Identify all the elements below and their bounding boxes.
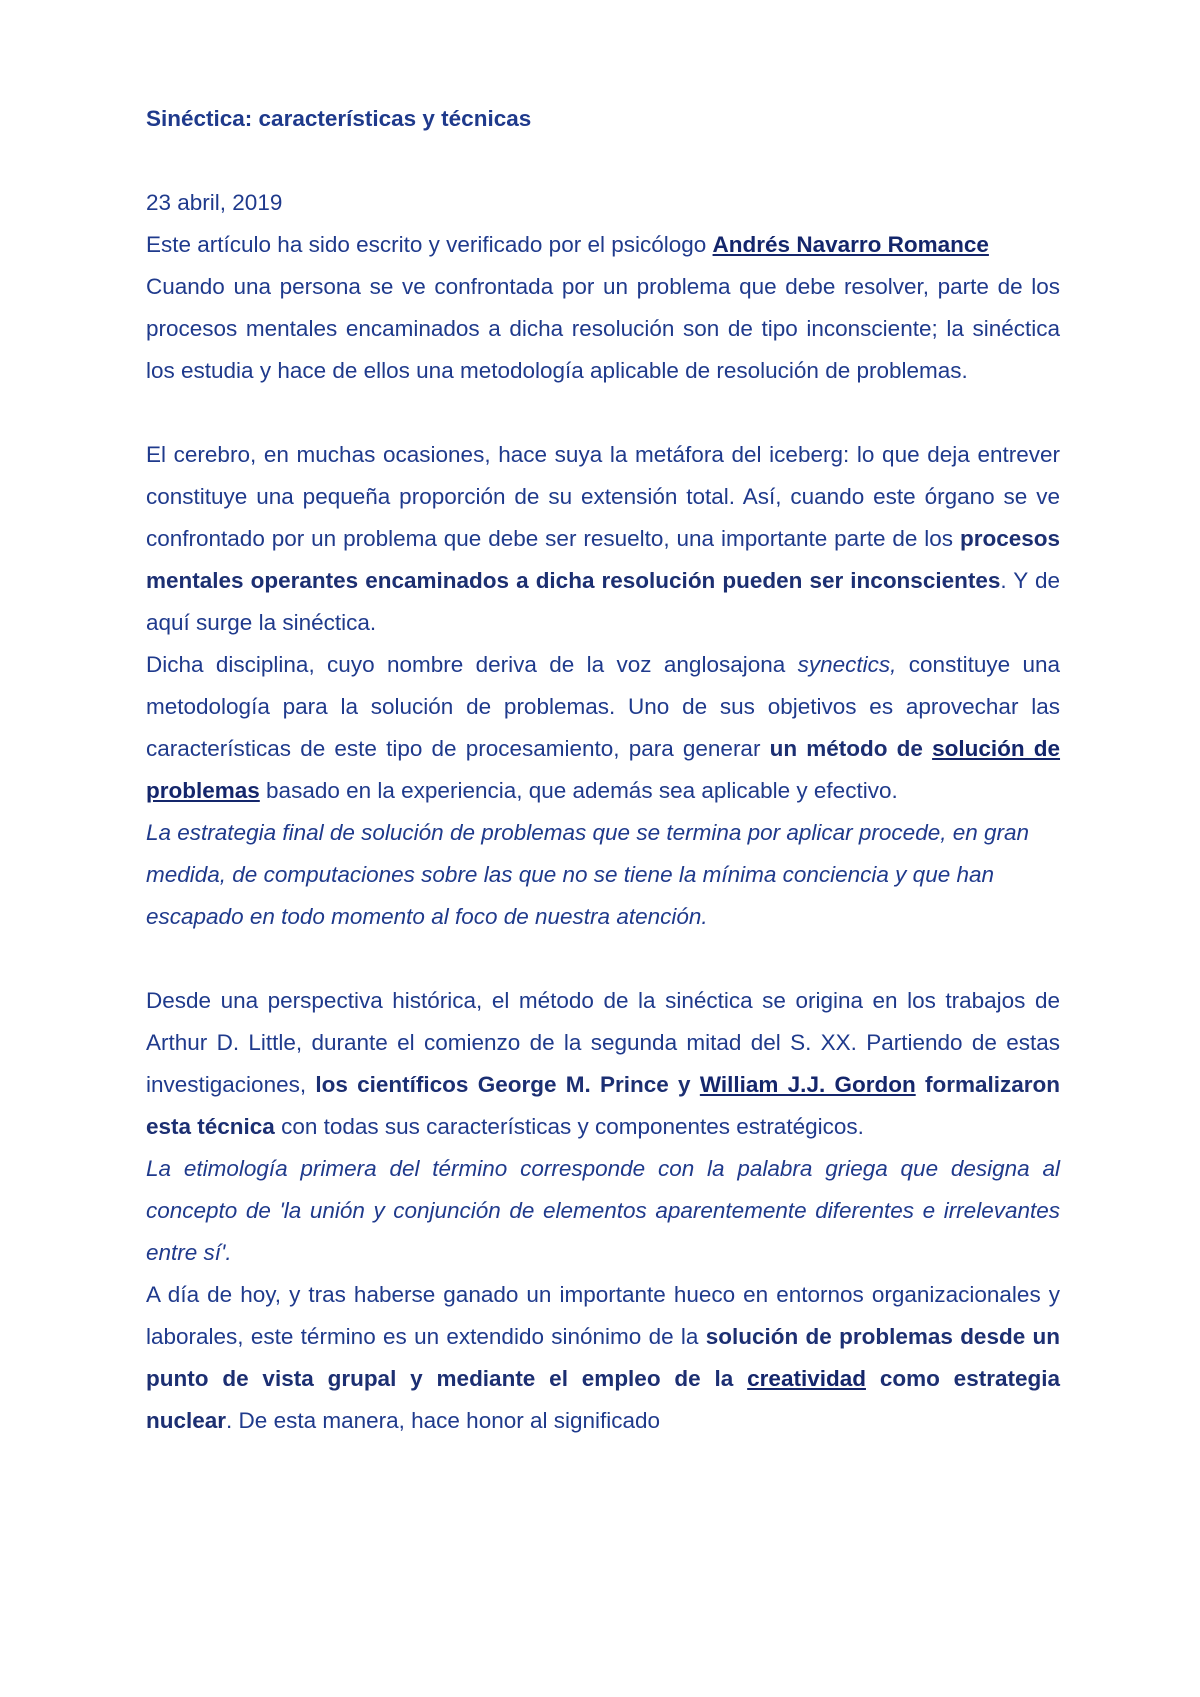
byline [146, 224, 1060, 266]
paragraph-intro: Cuando una persona se ve confrontada por un problema que debe resolver, parte de los procesos mentales encaminados a dicha resolución son de tipo inconsciente; la sinéctica los estudia y hace de ellos una metodología aplicable de resolución de problemas. [146, 274, 1060, 383]
emphasis: solución de problemas desde un punto de vista grupal y mediante el empleo de la [146, 1324, 1061, 1391]
emphasis: como estrategia nuclear [146, 1366, 1060, 1433]
emphasis: los científicos George M. Prince y [315, 1072, 700, 1097]
text: con todas sus características y componentes estratégicos. [274, 1114, 864, 1139]
text: . De esta manera, hace honor al significado [226, 1408, 661, 1433]
spacer [146, 140, 1060, 182]
william-gordon-link[interactable]: William J.J. Gordon [699, 1072, 916, 1097]
text: Desde una perspectiva histórica, el método de la sinéctica se origina en los trabajos de Arthur D. Little, durante el comienzo de la segunda mitad del S. XX. Partiendo de estas investigaciones, [146, 988, 1060, 1097]
spacer [146, 392, 1060, 434]
spacer [146, 938, 1060, 980]
solucion-problemas-link[interactable]: solución de problemas [146, 736, 1061, 803]
text: . Y de aquí surge la sinéctica. [146, 568, 1060, 635]
author-link[interactable]: Andrés Navarro Romance [712, 232, 989, 257]
italic-term: synectics, [797, 652, 897, 677]
text: basado en la experiencia, que además sea aplicable y efectivo. [259, 778, 898, 803]
text: El cerebro, en muchas ocasiones, hace suya la metáfora del iceberg: lo que deja entrever constituye una pequeña proporción de su extensión total. Así, cuando este órgano se ve confrontado por un problema que debe ser resuelto, una importante parte de los [146, 442, 1060, 551]
text: constituye una metodología para la solución de problemas. Uno de sus objetivos es aprovechar las características de este tipo de procesamiento, para generar [146, 652, 1060, 761]
emphasis: un método de [769, 736, 933, 761]
paragraph-iceberg [146, 434, 1060, 644]
document-body [146, 98, 1060, 1442]
text: Dicha disciplina, cuyo nombre deriva de la voz anglosajona [146, 652, 798, 677]
paragraph-history [146, 980, 1060, 1148]
emphasis: procesos mentales operantes encaminados a dicha resolución pueden ser inconscientes [146, 526, 1060, 593]
paragraph-discipline [146, 644, 1060, 812]
byline-prefix: Este artículo ha sido escrito y verificado por el psicólogo [146, 232, 713, 257]
quote-strategy: La estrategia final de solución de problemas que se termina por aplicar procede, en gran medida, de computaciones sobre las que no se tiene la mínima conciencia y que han escapado en todo momento al foco de nuestra atención. [146, 820, 1030, 929]
emphasis: formalizaron esta técnica [146, 1072, 1060, 1139]
article-date: 23 abril, 2019 [146, 190, 283, 215]
creatividad-link[interactable]: creatividad [747, 1366, 866, 1391]
paragraph-today [146, 1274, 1060, 1442]
quote-etymology: La etimología primera del término corresponde con la palabra griega que designa al concepto de 'la unión y conjunción de elementos aparentemente diferentes e irrelevantes entre sí'. [146, 1156, 1060, 1265]
page-title: Sinéctica: características y técnicas [146, 106, 532, 131]
text: A día de hoy, y tras haberse ganado un importante hueco en entornos organizacionales y laborales, este término es un extendido sinónimo de la [146, 1282, 1060, 1349]
